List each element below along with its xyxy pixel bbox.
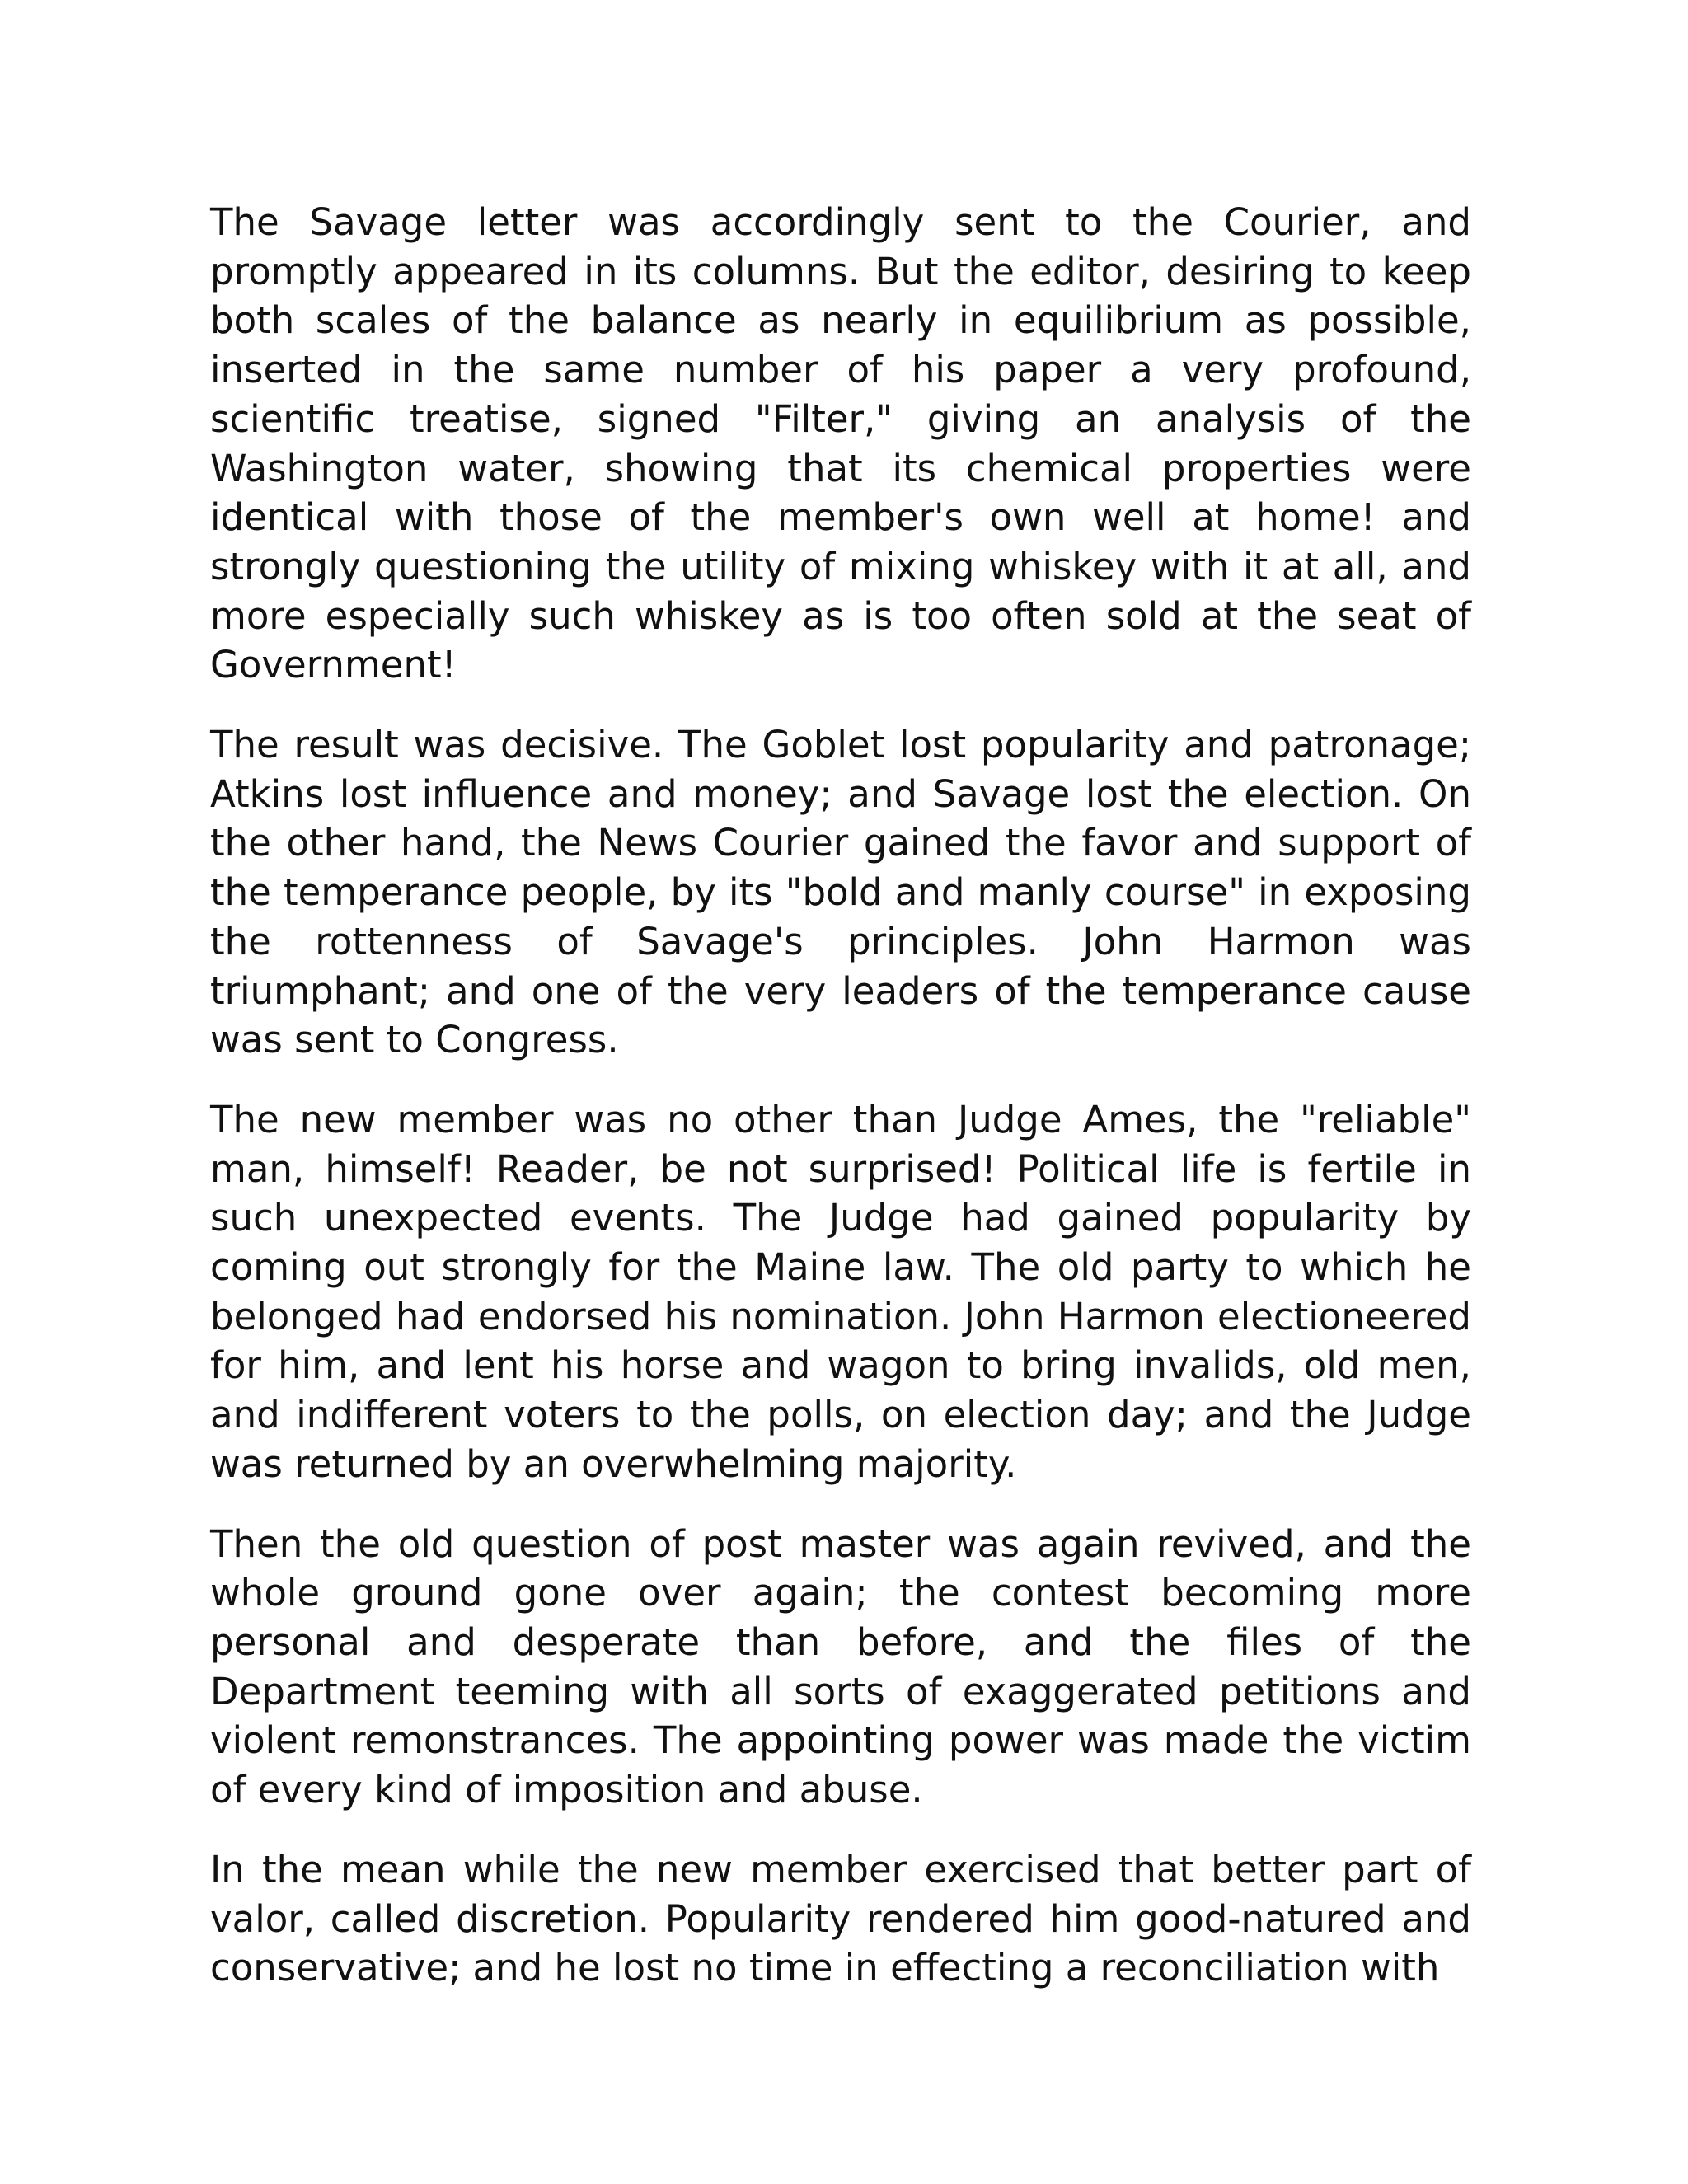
paragraph: The new member was no other than Judge Ames, the "reliable" man, himself! Reader, be not surprised! Political life is fertile in such unexpected events. The Judge had gained popularity by coming out strongly for the Maine law. The old party to which he belonged had endorsed his nomination. John Harmon electioneered for him, and lent his horse and wagon to bring invalids, old men, and indifferent voters to the polls, on election day; and the Judge was returned by an overwhelming majority. [210, 1097, 1471, 1486]
paragraph: In the mean while the new member exercised that better part of valor, called discretion. Popularity rendered him good-natured and conservative; and he lost no time in effecting a reconciliation with [210, 1847, 1471, 1990]
document-page [210, 198, 1471, 1993]
paragraph: The Savage letter was accordingly sent to the Courier, and promptly appeared in its columns. But the editor, desiring to keep both scales of the balance as nearly in equilibrium as possible, inserted in the same number of his paper a very profound, scientific treatise, signed "Filter," giving an analysis of the Washington water, showing that its chemical properties were identical with those of the member's own well at home! and strongly questioning the utility of mixing whiskey with it at all, and more especially such whiskey as is too often sold at the seat of Government! [210, 200, 1471, 687]
paragraph: The result was decisive. The Goblet lost popularity and patronage; Atkins lost influence and money; and Savage lost the election. On the other hand, the News Courier gained the favor and support of the temperance people, by its "bold and manly course" in exposing the rottenness of Savage's principles. John Harmon was triumphant; and one of the very leaders of the temperance cause was sent to Congress. [210, 723, 1471, 1062]
paragraph: Then the old question of post master was again revived, and the whole ground gone over again; the contest becoming more personal and desperate than before, and the files of the Department teeming with all sorts of exaggerated petitions and violent remonstrances. The appointing power was made the victim of every kind of imposition and abuse. [210, 1521, 1471, 1812]
